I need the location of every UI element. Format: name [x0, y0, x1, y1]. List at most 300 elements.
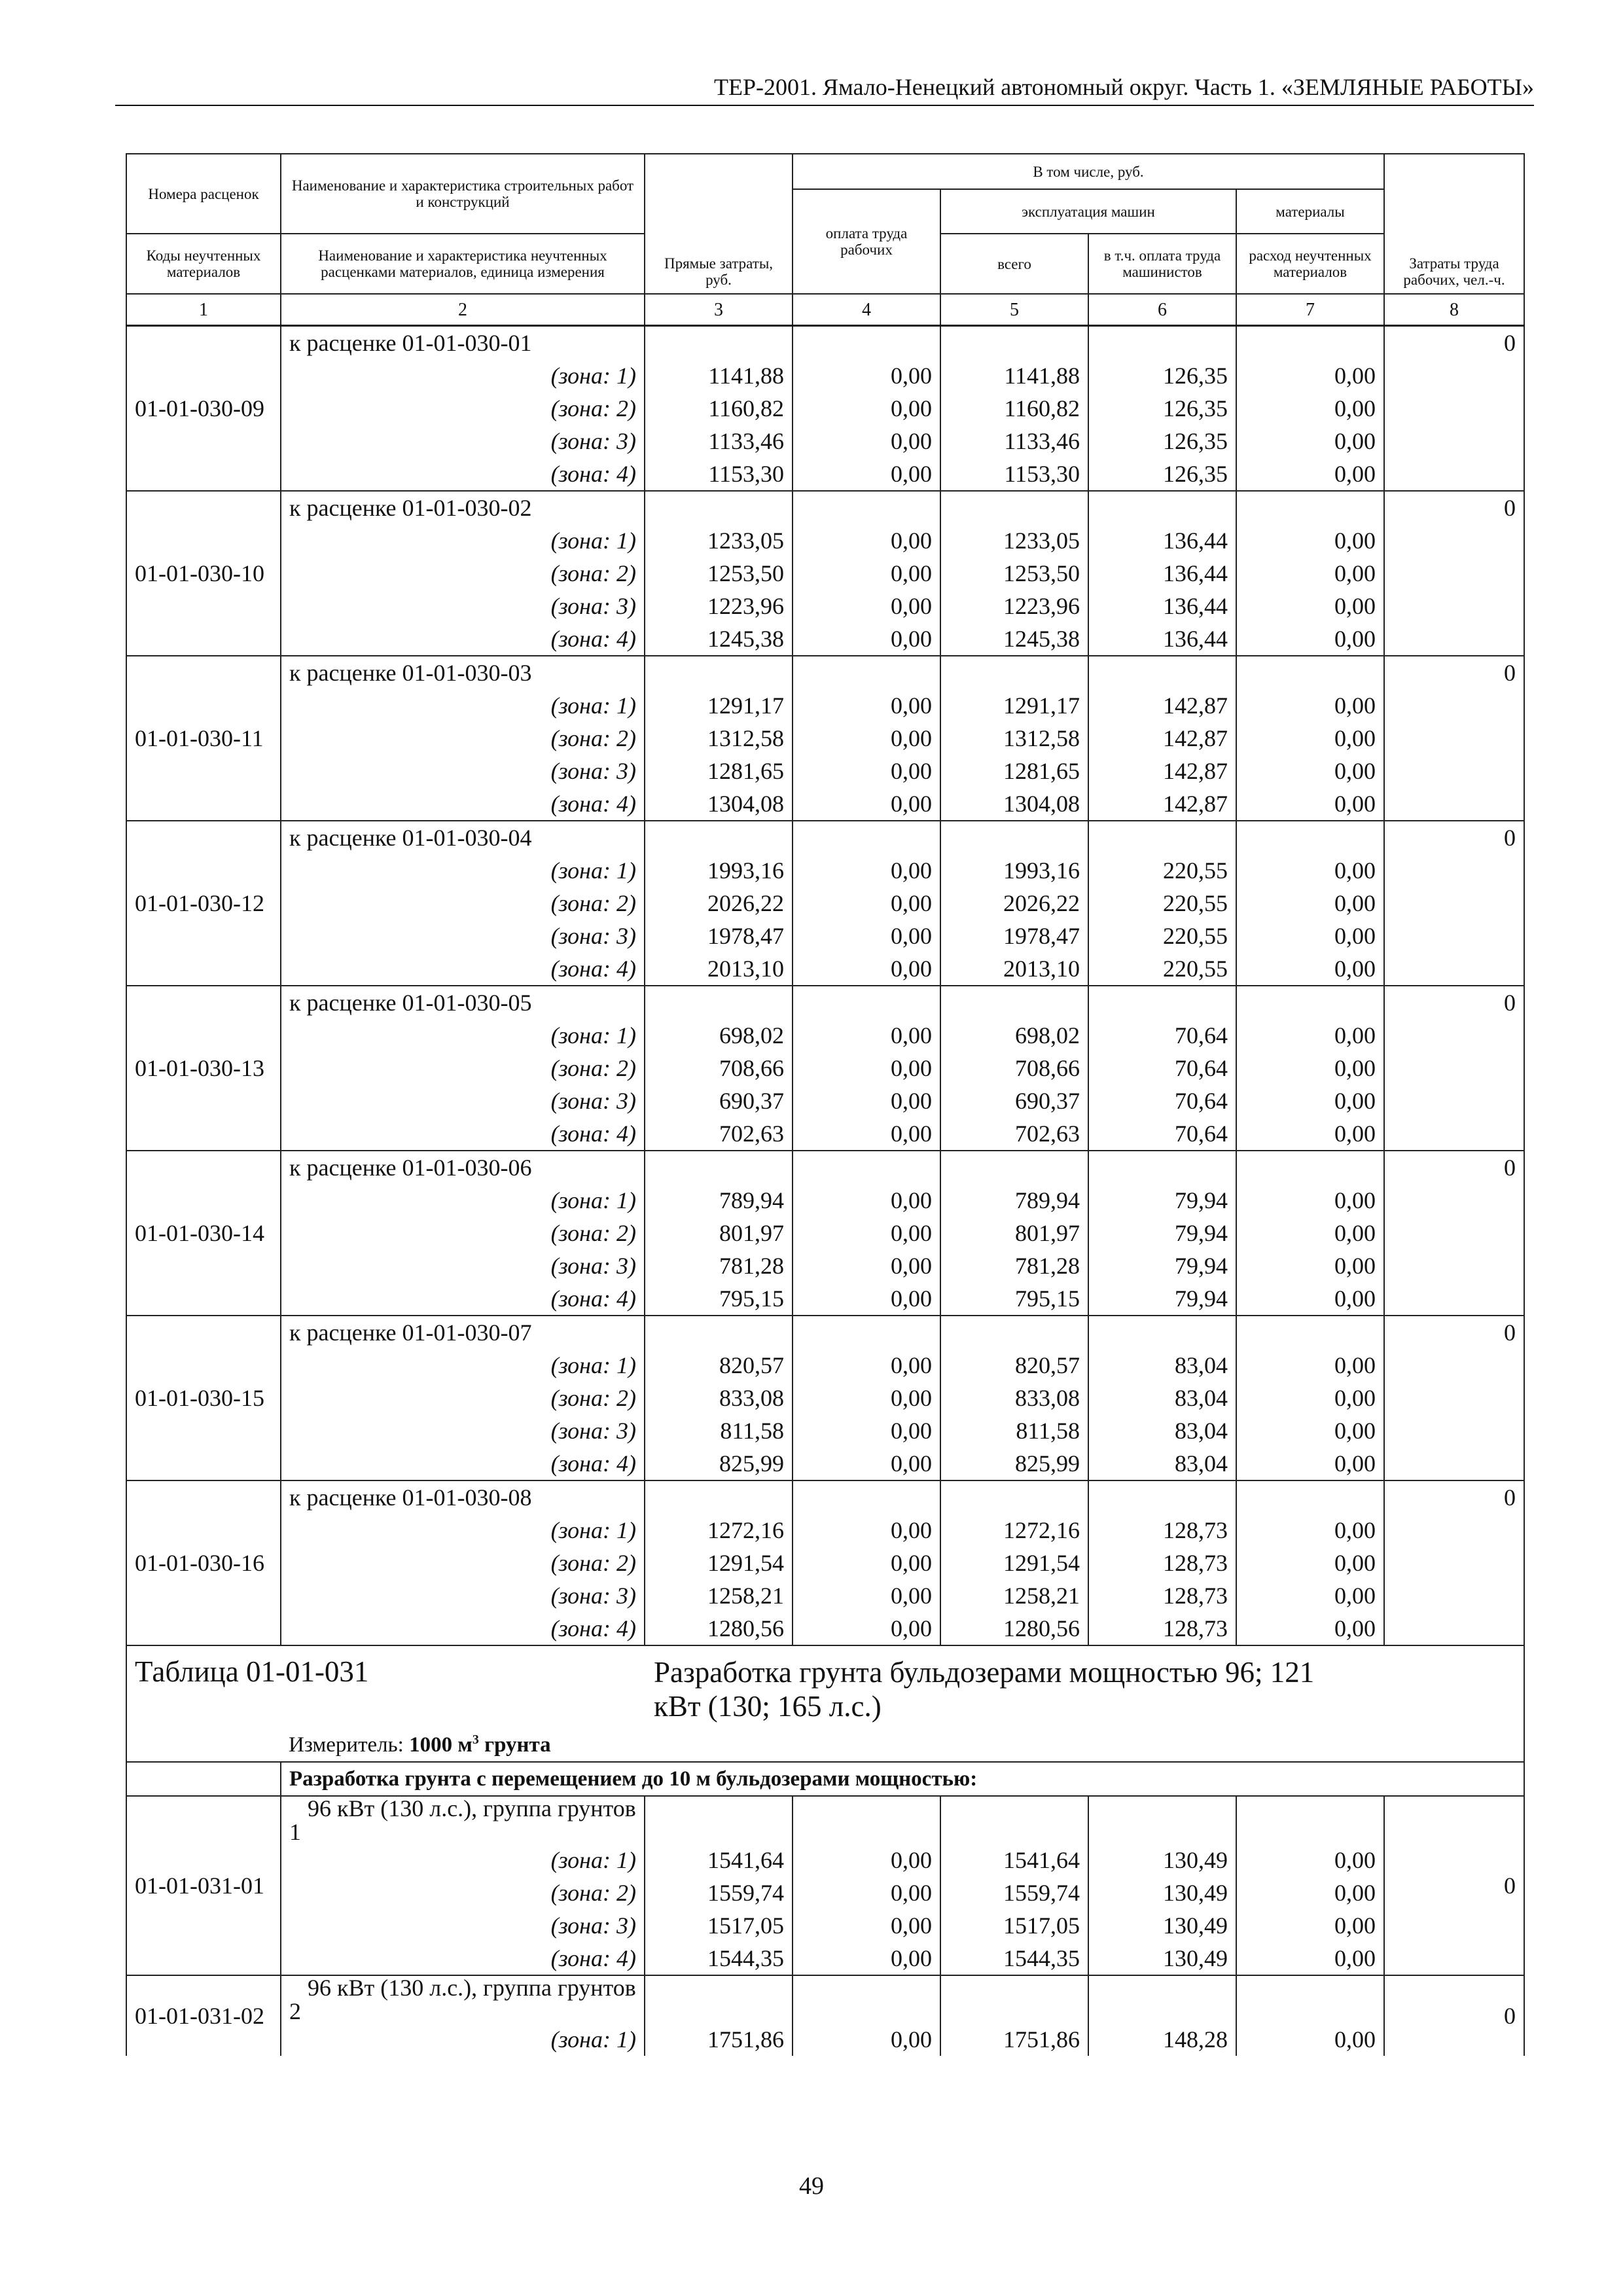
materials-use: 0,00 [1236, 1282, 1384, 1316]
zone-label: (зона: 2) [281, 1876, 645, 1909]
direct-cost: 1978,47 [645, 920, 793, 952]
machinists-wages: 128,73 [1088, 1547, 1236, 1579]
table-row [126, 1019, 1524, 1052]
machines-total: 1304,08 [940, 787, 1088, 821]
direct-cost: 825,99 [645, 1447, 793, 1480]
empty-cell [1088, 1975, 1236, 2023]
table-row [126, 1184, 1524, 1217]
empty-cell [645, 1316, 793, 1349]
th-incl: В том числе, руб. [793, 154, 1384, 189]
table-row [126, 1349, 1524, 1382]
col-num: 5 [940, 294, 1088, 326]
machines-total: 1133,46 [940, 425, 1088, 457]
table-body-1 [126, 326, 1524, 1646]
empty-cell [940, 656, 1088, 689]
materials-use: 0,00 [1236, 1612, 1384, 1645]
empty-cell [793, 1796, 940, 1844]
wages-cost: 0,00 [793, 1184, 940, 1217]
zone-label: (зона: 4) [281, 787, 645, 821]
zone-label: (зона: 1) [281, 689, 645, 722]
machines-total: 1993,16 [940, 854, 1088, 887]
empty-cell [645, 821, 793, 854]
machinists-wages: 220,55 [1088, 887, 1236, 920]
empty-cell [793, 1316, 940, 1349]
wages-cost: 0,00 [793, 1942, 940, 1975]
materials-use: 0,00 [1236, 1844, 1384, 1876]
empty-cell [1088, 491, 1236, 524]
rate-label: к расценке 01-01-030-04 [281, 821, 645, 854]
direct-cost: 1541,64 [645, 1844, 793, 1876]
direct-cost: 1258,21 [645, 1579, 793, 1612]
direct-cost: 1272,16 [645, 1514, 793, 1547]
table-row [126, 1382, 1524, 1414]
table-row [126, 1547, 1524, 1579]
empty-cell [1088, 1480, 1236, 1514]
wages-cost: 0,00 [793, 1019, 940, 1052]
empty-cell [1236, 1975, 1384, 2023]
machinists-wages: 130,49 [1088, 1909, 1236, 1942]
empty-cell [793, 326, 940, 360]
materials-use: 0,00 [1236, 1085, 1384, 1117]
direct-cost: 708,66 [645, 1052, 793, 1085]
empty-cell [1236, 821, 1384, 854]
materials-use: 0,00 [1236, 622, 1384, 656]
materials-use: 0,00 [1236, 392, 1384, 425]
section-title: Разработка грунта с перемещением до 10 м бульдозерами мощностью: [281, 1762, 1524, 1796]
empty-cell [645, 1480, 793, 1514]
wages-cost: 0,00 [793, 787, 940, 821]
labor-value: 0 [1384, 1796, 1524, 1975]
zone-label: (зона: 4) [281, 1117, 645, 1151]
direct-cost: 811,58 [645, 1414, 793, 1447]
group-header-row [126, 1975, 1524, 2023]
zone-label: (зона: 1) [281, 1019, 645, 1052]
materials-use: 0,00 [1236, 1052, 1384, 1085]
wages-cost: 0,00 [793, 1612, 940, 1645]
empty-cell [793, 986, 940, 1019]
materials-use: 0,00 [1236, 920, 1384, 952]
table-row [126, 622, 1524, 656]
machines-total: 820,57 [940, 1349, 1088, 1382]
direct-cost: 1517,05 [645, 1909, 793, 1942]
rates-table [126, 153, 1525, 2056]
empty-cell [1236, 656, 1384, 689]
wages-cost: 0,00 [793, 887, 940, 920]
rate-code: 01-01-030-10 [126, 491, 281, 656]
empty-cell [1236, 1151, 1384, 1184]
materials-use: 0,00 [1236, 1117, 1384, 1151]
machinists-wages: 220,55 [1088, 952, 1236, 986]
materials-use: 0,00 [1236, 1942, 1384, 1975]
direct-cost: 1233,05 [645, 524, 793, 557]
machinists-wages: 79,94 [1088, 1282, 1236, 1316]
wages-cost: 0,00 [793, 622, 940, 656]
wages-cost: 0,00 [793, 1117, 940, 1151]
table-row [126, 952, 1524, 986]
machinists-wages: 70,64 [1088, 1117, 1236, 1151]
empty-cell [1236, 1480, 1384, 1514]
table-2-heading [126, 1645, 1524, 1796]
materials-use: 0,00 [1236, 457, 1384, 491]
labor-value: 0 [1384, 491, 1524, 656]
rate-code: 01-01-030-11 [126, 656, 281, 821]
machines-total: 811,58 [940, 1414, 1088, 1447]
zone-label: (зона: 3) [281, 425, 645, 457]
rate-label: к расценке 01-01-030-05 [281, 986, 645, 1019]
machines-total: 1291,17 [940, 689, 1088, 722]
machinists-wages: 142,87 [1088, 689, 1236, 722]
rate-code: 01-01-030-15 [126, 1316, 281, 1480]
machines-total: 1141,88 [940, 359, 1088, 392]
machines-total: 1312,58 [940, 722, 1088, 755]
wages-cost: 0,00 [793, 1447, 940, 1480]
zone-label: (зона: 1) [281, 359, 645, 392]
empty-cell [645, 1975, 793, 2023]
th-materials: материалы [1236, 189, 1384, 234]
zone-label: (зона: 2) [281, 722, 645, 755]
group-header-row [126, 1151, 1524, 1184]
meter-tail: грунта [478, 1733, 551, 1757]
machinists-wages: 83,04 [1088, 1447, 1236, 1480]
rate-label: к расценке 01-01-030-07 [281, 1316, 645, 1349]
empty-cell [645, 491, 793, 524]
direct-cost: 690,37 [645, 1085, 793, 1117]
machinists-wages: 126,35 [1088, 425, 1236, 457]
machinists-wages: 142,87 [1088, 722, 1236, 755]
empty-cell [1236, 326, 1384, 360]
materials-use: 0,00 [1236, 1876, 1384, 1909]
labor-value: 0 [1384, 326, 1524, 492]
table-row [126, 1052, 1524, 1085]
table-row [126, 1117, 1524, 1151]
empty-cell [1088, 326, 1236, 360]
empty-cell [645, 1151, 793, 1184]
empty-cell [793, 656, 940, 689]
direct-cost: 1141,88 [645, 359, 793, 392]
empty-cell [940, 1796, 1088, 1844]
table-row [126, 755, 1524, 787]
direct-cost: 1153,30 [645, 457, 793, 491]
machines-total: 2013,10 [940, 952, 1088, 986]
machinists-wages: 83,04 [1088, 1382, 1236, 1414]
machinists-wages: 83,04 [1088, 1349, 1236, 1382]
empty-cell [940, 986, 1088, 1019]
zone-label: (зона: 1) [281, 1514, 645, 1547]
group-header-row [126, 821, 1524, 854]
zone-label: (зона: 2) [281, 1217, 645, 1249]
machines-total: 1233,05 [940, 524, 1088, 557]
wages-cost: 0,00 [793, 1579, 940, 1612]
direct-cost: 1993,16 [645, 854, 793, 887]
labor-value: 0 [1384, 1975, 1524, 2056]
rate-label: 96 кВт (130 л.с.), группа грунтов 1 [281, 1796, 645, 1844]
machinists-wages: 148,28 [1088, 2023, 1236, 2056]
rate-label: к расценке 01-01-030-03 [281, 656, 645, 689]
table-row [126, 920, 1524, 952]
direct-cost: 2026,22 [645, 887, 793, 920]
materials-use: 0,00 [1236, 1249, 1384, 1282]
zone-label: (зона: 3) [281, 755, 645, 787]
zone-label: (зона: 2) [281, 1052, 645, 1085]
zone-label: (зона: 3) [281, 590, 645, 622]
machinists-wages: 79,94 [1088, 1249, 1236, 1282]
machines-total: 781,28 [940, 1249, 1088, 1282]
wages-cost: 0,00 [793, 2023, 940, 2056]
rate-label: к расценке 01-01-030-02 [281, 491, 645, 524]
machinists-wages: 70,64 [1088, 1052, 1236, 1085]
machinists-wages: 126,35 [1088, 392, 1236, 425]
zone-label: (зона: 3) [281, 1579, 645, 1612]
materials-use: 0,00 [1236, 1447, 1384, 1480]
wages-cost: 0,00 [793, 1514, 940, 1547]
wages-cost: 0,00 [793, 722, 940, 755]
table-number: Таблица 01-01-031 [126, 1645, 645, 1723]
machines-total: 1253,50 [940, 557, 1088, 590]
zone-label: (зона: 1) [281, 2023, 645, 2056]
wages-cost: 0,00 [793, 1547, 940, 1579]
direct-cost: 795,15 [645, 1282, 793, 1316]
empty-cell [940, 821, 1088, 854]
labor-value: 0 [1384, 821, 1524, 986]
th-name-materials: Наименование и характеристика неучтенных расценками материалов, единица измерения [281, 234, 645, 294]
th-total: всего [940, 234, 1088, 294]
rate-code: 01-01-030-13 [126, 986, 281, 1151]
table-row [126, 1612, 1524, 1645]
th-machines: эксплуатация машин [940, 189, 1236, 234]
machines-total: 1153,30 [940, 457, 1088, 491]
materials-use: 0,00 [1236, 590, 1384, 622]
empty-cell [1236, 491, 1384, 524]
col-num: 1 [126, 294, 281, 326]
machines-total: 1272,16 [940, 1514, 1088, 1547]
machines-total: 1245,38 [940, 622, 1088, 656]
empty-cell [1088, 821, 1236, 854]
machinists-wages: 70,64 [1088, 1019, 1236, 1052]
zone-label: (зона: 3) [281, 1414, 645, 1447]
machinists-wages: 70,64 [1088, 1085, 1236, 1117]
table-row [126, 425, 1524, 457]
machines-total: 1223,96 [940, 590, 1088, 622]
direct-cost: 1223,96 [645, 590, 793, 622]
zone-label: (зона: 2) [281, 887, 645, 920]
rate-label: к расценке 01-01-030-06 [281, 1151, 645, 1184]
direct-cost: 1253,50 [645, 557, 793, 590]
zone-label: (зона: 4) [281, 1942, 645, 1975]
table-row [126, 1909, 1524, 1942]
machinists-wages: 136,44 [1088, 590, 1236, 622]
zone-label: (зона: 3) [281, 1085, 645, 1117]
table-row [126, 1249, 1524, 1282]
table-row [126, 722, 1524, 755]
rate-code: 01-01-031-02 [126, 1975, 281, 2056]
machinists-wages: 128,73 [1088, 1579, 1236, 1612]
wages-cost: 0,00 [793, 1217, 940, 1249]
page-number: 49 [799, 2172, 824, 2200]
direct-cost: 1544,35 [645, 1942, 793, 1975]
empty-cell [1088, 986, 1236, 1019]
zone-label: (зона: 1) [281, 1184, 645, 1217]
materials-use: 0,00 [1236, 1579, 1384, 1612]
empty-cell [1236, 1316, 1384, 1349]
wages-cost: 0,00 [793, 359, 940, 392]
materials-use: 0,00 [1236, 787, 1384, 821]
zone-label: (зона: 4) [281, 1612, 645, 1645]
zone-label: (зона: 3) [281, 1909, 645, 1942]
wages-cost: 0,00 [793, 590, 940, 622]
empty-cell [940, 326, 1088, 360]
table-row [126, 1085, 1524, 1117]
wages-cost: 0,00 [793, 920, 940, 952]
rate-code: 01-01-030-09 [126, 326, 281, 492]
table-body-2 [126, 1796, 1524, 2056]
table-row [126, 689, 1524, 722]
col-num: 6 [1088, 294, 1236, 326]
machines-total: 1281,65 [940, 755, 1088, 787]
table-row [126, 887, 1524, 920]
materials-use: 0,00 [1236, 689, 1384, 722]
machinists-wages: 142,87 [1088, 755, 1236, 787]
col-num: 4 [793, 294, 940, 326]
empty-cell [645, 656, 793, 689]
materials-use: 0,00 [1236, 1514, 1384, 1547]
machines-total: 1978,47 [940, 920, 1088, 952]
direct-cost: 801,97 [645, 1217, 793, 1249]
table-row [126, 1514, 1524, 1547]
zone-label: (зона: 1) [281, 524, 645, 557]
wages-cost: 0,00 [793, 952, 940, 986]
table-row [126, 1414, 1524, 1447]
zone-label: (зона: 4) [281, 1447, 645, 1480]
wages-cost: 0,00 [793, 392, 940, 425]
empty-cell [940, 1151, 1088, 1184]
machinists-wages: 136,44 [1088, 557, 1236, 590]
machines-total: 1751,86 [940, 2023, 1088, 2056]
materials-use: 0,00 [1236, 722, 1384, 755]
table-row [126, 457, 1524, 491]
machinists-wages: 128,73 [1088, 1514, 1236, 1547]
materials-use: 0,00 [1236, 557, 1384, 590]
materials-use: 0,00 [1236, 1184, 1384, 1217]
materials-use: 0,00 [1236, 524, 1384, 557]
wages-cost: 0,00 [793, 1414, 940, 1447]
materials-use: 0,00 [1236, 1217, 1384, 1249]
machinists-wages: 79,94 [1088, 1184, 1236, 1217]
machines-total: 690,37 [940, 1085, 1088, 1117]
zone-label: (зона: 2) [281, 392, 645, 425]
labor-value: 0 [1384, 986, 1524, 1151]
direct-cost: 1281,65 [645, 755, 793, 787]
empty-cell [1088, 1796, 1236, 1844]
machines-total: 1517,05 [940, 1909, 1088, 1942]
empty-cell [645, 326, 793, 360]
meter-label: Измеритель: [289, 1733, 410, 1757]
table-row [126, 590, 1524, 622]
group-header-row [126, 986, 1524, 1019]
rate-code: 01-01-030-14 [126, 1151, 281, 1316]
machinists-wages: 220,55 [1088, 920, 1236, 952]
running-header: ТЕР-2001. Ямало-Ненецкий автономный округ. Часть 1. «ЗЕМЛЯНЫЕ РАБОТЫ» [713, 74, 1534, 100]
wages-cost: 0,00 [793, 1382, 940, 1414]
group-header-row [126, 1316, 1524, 1349]
machinists-wages: 130,49 [1088, 1942, 1236, 1975]
meter-value: 1000 м [409, 1733, 473, 1757]
wages-cost: 0,00 [793, 689, 940, 722]
wages-cost: 0,00 [793, 1085, 940, 1117]
zone-label: (зона: 2) [281, 1547, 645, 1579]
zone-label: (зона: 3) [281, 1249, 645, 1282]
zone-label: (зона: 4) [281, 952, 645, 986]
empty-cell [645, 1796, 793, 1844]
empty-cell [645, 986, 793, 1019]
empty-cell [793, 491, 940, 524]
empty-cell [1236, 986, 1384, 1019]
empty-cell [1236, 1796, 1384, 1844]
machines-total: 1280,56 [940, 1612, 1088, 1645]
wages-cost: 0,00 [793, 1249, 940, 1282]
wages-cost: 0,00 [793, 457, 940, 491]
labor-value: 0 [1384, 1151, 1524, 1316]
group-header-row [126, 656, 1524, 689]
machines-total: 789,94 [940, 1184, 1088, 1217]
direct-cost: 789,94 [645, 1184, 793, 1217]
zone-label: (зона: 3) [281, 920, 645, 952]
machines-total: 801,97 [940, 1217, 1088, 1249]
zone-label: (зона: 1) [281, 1844, 645, 1876]
machines-total: 825,99 [940, 1447, 1088, 1480]
wages-cost: 0,00 [793, 755, 940, 787]
th-rate-numbers: Номера расценок [126, 154, 281, 234]
materials-use: 0,00 [1236, 887, 1384, 920]
th-codes: Коды неучтенных материалов [126, 234, 281, 294]
machines-total: 698,02 [940, 1019, 1088, 1052]
wages-cost: 0,00 [793, 854, 940, 887]
header-rule [115, 105, 1534, 106]
machines-total: 1541,64 [940, 1844, 1088, 1876]
materials-use: 0,00 [1236, 1382, 1384, 1414]
rate-label: к расценке 01-01-030-01 [281, 326, 645, 360]
col-num: 2 [281, 294, 645, 326]
direct-cost: 702,63 [645, 1117, 793, 1151]
empty-cell [940, 1316, 1088, 1349]
wages-cost: 0,00 [793, 1052, 940, 1085]
machinists-wages: 136,44 [1088, 622, 1236, 656]
th-mat-use: расход неучтенных материалов [1236, 234, 1384, 294]
direct-cost: 1133,46 [645, 425, 793, 457]
wages-cost: 0,00 [793, 1282, 940, 1316]
machines-total: 1544,35 [940, 1942, 1088, 1975]
table-row [126, 557, 1524, 590]
table-row [126, 1282, 1524, 1316]
rate-code: 01-01-030-16 [126, 1480, 281, 1645]
table-row [126, 787, 1524, 821]
machines-total: 1559,74 [940, 1876, 1088, 1909]
rate-code: 01-01-030-12 [126, 821, 281, 986]
machinists-wages: 126,35 [1088, 457, 1236, 491]
empty-cell [940, 1975, 1088, 2023]
direct-cost: 1312,58 [645, 722, 793, 755]
rate-code: 01-01-031-01 [126, 1796, 281, 1975]
table-row [126, 1579, 1524, 1612]
wages-cost: 0,00 [793, 425, 940, 457]
table-row [126, 1844, 1524, 1876]
direct-cost: 1280,56 [645, 1612, 793, 1645]
zone-label: (зона: 4) [281, 457, 645, 491]
table-row [126, 1876, 1524, 1909]
materials-use: 0,00 [1236, 1909, 1384, 1942]
machinists-wages: 130,49 [1088, 1876, 1236, 1909]
table-row [126, 524, 1524, 557]
empty-cell [940, 491, 1088, 524]
